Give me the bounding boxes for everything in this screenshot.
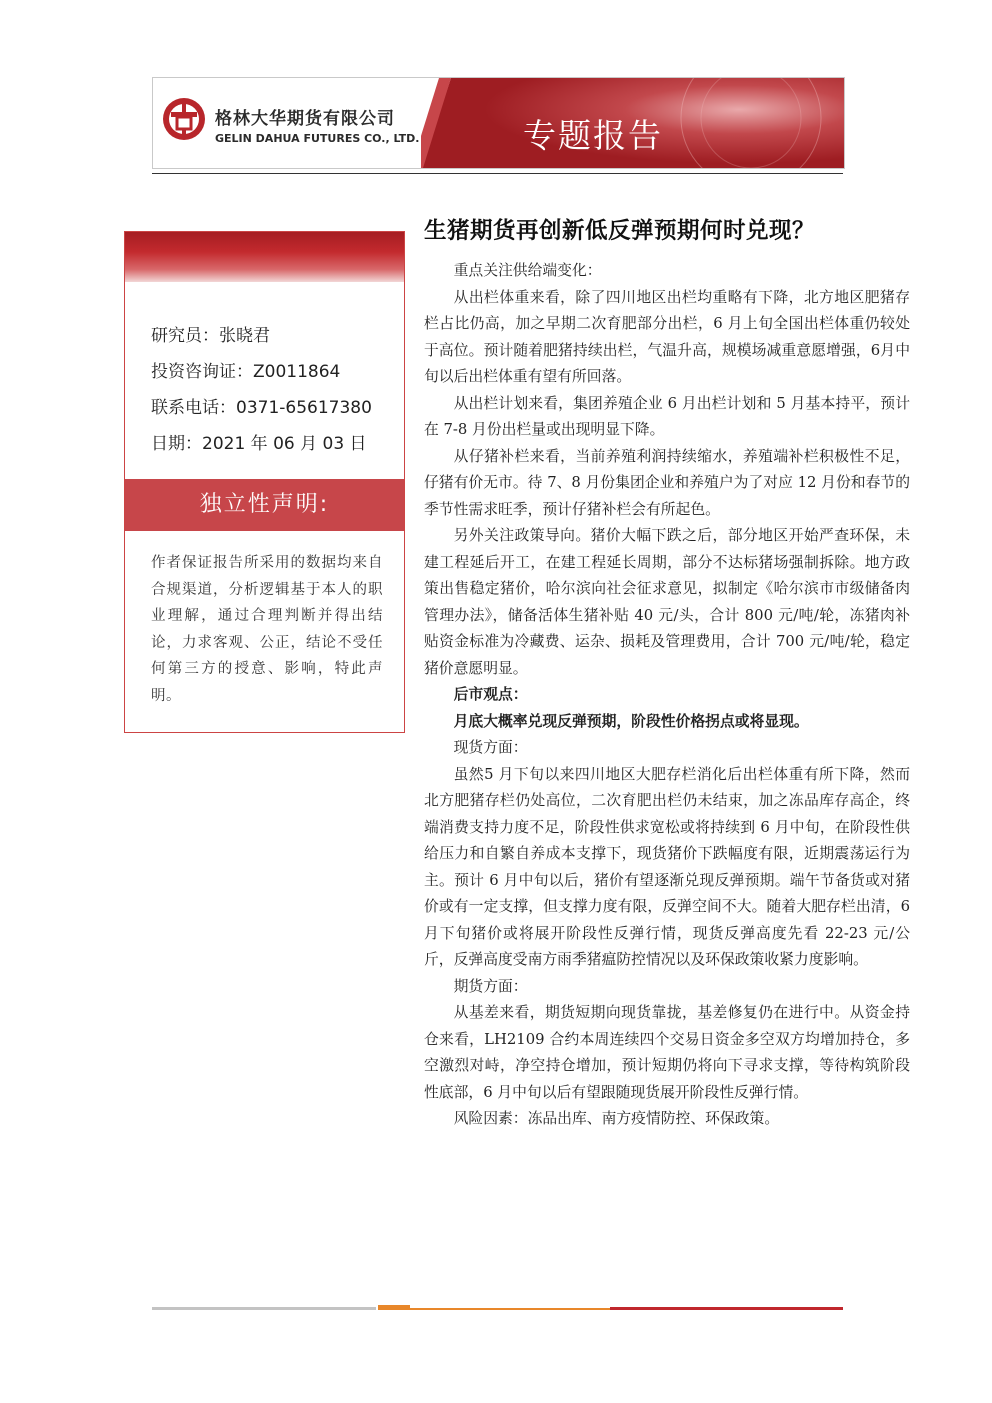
company-name-en: GELIN DAHUA FUTURES CO., LTD. (215, 132, 420, 145)
license-number: 投资咨询证：Z0011864 (151, 362, 341, 382)
article-title: 生猪期货再创新低反弹预期何时兑现？ (424, 218, 816, 244)
paragraph: 从出栏计划来看，集团养殖企业 6 月出栏计划和 5 月基本持平，预计在 7-8 月份出栏量或出现明显下降。 (424, 394, 910, 438)
spot-heading: 现货方面： (453, 739, 528, 756)
company-logo-icon (161, 96, 207, 142)
outlook-heading: 后市观点： (453, 686, 528, 703)
futures-heading: 期货方面： (453, 977, 528, 995)
author-info-box (124, 231, 405, 733)
company-name-cn: 格林大华期货有限公司 (215, 109, 395, 129)
header-divider (152, 173, 843, 174)
contact-phone: 联系电话：0371-65617380 (151, 398, 372, 418)
footer-bar-gray (152, 1307, 376, 1310)
futures-paragraph: 从基差来看，期货短期向现货靠拢，基差修复仍在进行中。从资金持仓来看，LH2109 合约本周连续四个交易日资金多空双方均增加持仓，多空激烈对峙，净空持仓增加，预计短期仍将向下寻求支撑，等待构筑阶段性底部，6 月中旬以后有望跟随现货展开阶段性反弹行情。 (424, 1004, 910, 1101)
report-type-title: 专题报告 (523, 116, 663, 155)
declaration-title: 独立性声明: (125, 479, 404, 531)
article-body (424, 258, 910, 1133)
paragraph: 重点关注供给端变化： (453, 262, 602, 279)
risk-factors: 风险因素：冻品出库、南方疫情防控、环保政策。 (453, 1110, 780, 1127)
footer-bar-orange (410, 1308, 610, 1310)
spot-paragraph: 虽然5 月下旬以来四川地区大肥存栏消化后出栏体重有所下降，然而北方肥猪存栏仍处高位，二次育肥出栏仍未结束，加之冻品库存高企，终端消费支持力度不足，阶段性供求宽松或将持续到 6 月中旬，在阶段性供给压力和自繁自养成本支撑下，现货猪价下跌幅度有限，近期震荡运行为主。预计 6 月中旬以后，猪价有望逐渐兑现反弹预期。端午节备货或对猪价或有一定支撑，但支撑力度有限，反弹空间不大。随着大肥存栏出清，6 月下旬猪价或将展开阶段性反弹行情，现货反弹高度先看 22-23 元/公斤，反弹高度受南方雨季猪瘟防控情况以及环保政策收紧力度影响。 (424, 765, 910, 968)
footer-bar-orange-accent (378, 1305, 410, 1310)
paragraph: 从出栏体重来看，除了四川地区出栏均重略有下降，北方地区肥猪存栏占比仍高，加之早期二次育肥部分出栏，6 月上旬全国出栏体重仍较处于高位。预计随着肥猪持续出栏，气温升高，规模场减重意愿增强，6月中旬以后出栏体重有望有所回落。 (424, 288, 910, 385)
paragraph: 从仔猪补栏来看，当前养殖利润持续缩水，养殖端补栏积极性不足，仔猪有价无市。待 7、8 月份集团企业和养殖户为了对应 12 月份和春节的季节性需求旺季，预计仔猪补栏会有所起色。 (424, 447, 910, 518)
declaration-text: 作者保证报告所采用的数据均来自合规渠道，分析逻辑基于本人的职业理解，通过合理判断并得出结论，力求客观、公正，结论不受任何第三方的授意、影响，特此声明。 (151, 555, 383, 704)
outlook-summary: 月底大概率兑现反弹预期，阶段性价格拐点或将显现。 (453, 712, 809, 730)
footer-bar-red (610, 1307, 843, 1310)
paragraph: 另外关注政策导向。猪价大幅下跌之后，部分地区开始严查环保，未建工程延后开工，在建工程延长周期，部分不达标猪场强制拆除。地方政策出售稳定猪价，哈尔滨向社会征求意见，拟制定《哈尔滨市市级储备肉管理办法》，储备活体生猪补贴 40 元/头，合计 800 元/吨/轮，冻猪肉补贴资金标准为冷藏费、运杂、损耗及管理费用，合计 700 元/吨/轮，稳定猪价意愿明显。 (424, 527, 910, 677)
report-header (152, 77, 845, 169)
company-brand (153, 78, 453, 168)
info-box-top-band (125, 232, 404, 282)
researcher-name: 研究员：张晓君 (151, 326, 270, 346)
report-date: 日期：2021 年 06 月 03 日 (151, 434, 367, 454)
